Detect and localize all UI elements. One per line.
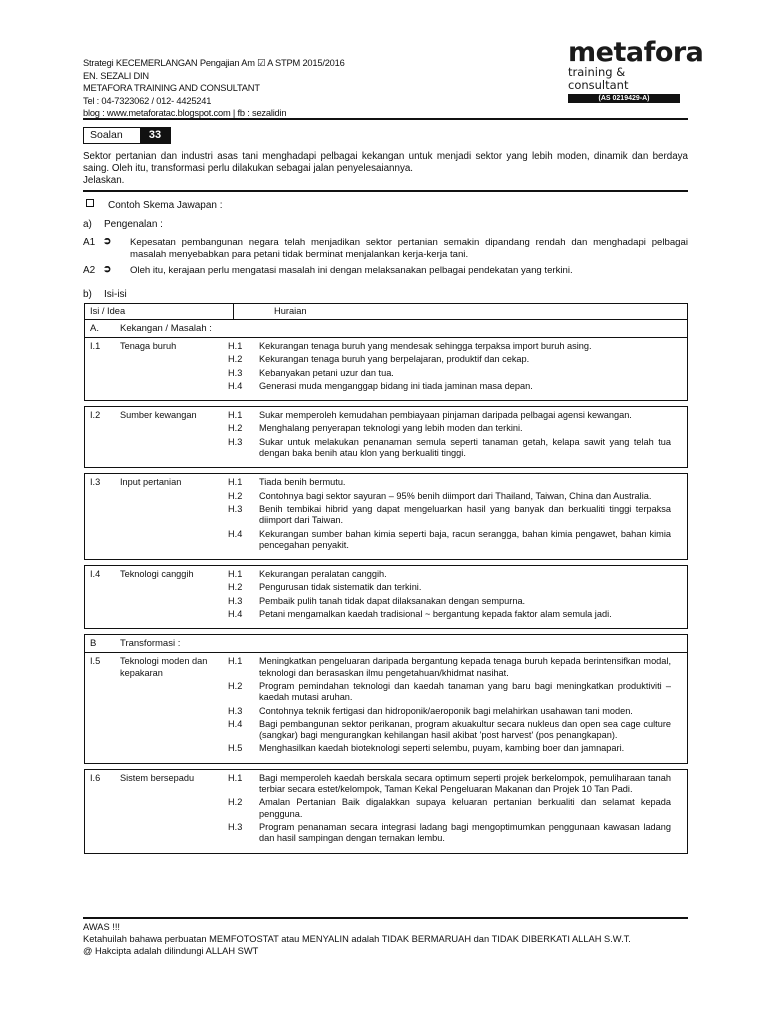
description-text: Generasi muda menganggap bidang ini tiada jaminan masa depan.: [259, 380, 533, 391]
description-code: H.2: [228, 582, 243, 593]
idea-code: I.4: [90, 569, 101, 580]
description-item: [228, 681, 671, 704]
question-body: Sektor pertanian dan industri asas tani menghadapi pelbagai kekangan untuk menjadi sektor yang lebih moden, dinamik dan berdaya saing. Oleh itu, transformasi perlu dilakukan sebagai jalan penyelesaiannya.: [83, 151, 688, 175]
description-code: H.1: [228, 477, 243, 488]
description-item: [228, 582, 671, 593]
arrow-right-icon: ➲: [103, 264, 112, 275]
idea-code: I.2: [90, 410, 101, 421]
description-code: H.2: [228, 423, 243, 434]
description-item: [228, 822, 671, 845]
description-code: H.4: [228, 718, 243, 729]
description-code: H.3: [228, 367, 243, 378]
table-section-a-row: [84, 320, 688, 337]
idea-code: I.3: [90, 477, 101, 488]
description-text: Sukar untuk melakukan penanaman semula seperti tanaman getah, kelapa sawit yang telah tua dengan baka benih atau klon yang berkualiti tinggi.: [259, 436, 671, 459]
answer-heading-text: Contoh Skema Jawapan :: [108, 200, 223, 211]
idea-descriptions: [228, 477, 687, 553]
idea-title: Sumber kewangan: [120, 410, 197, 421]
section-title: Transformasi :: [120, 638, 181, 650]
description-item: [228, 341, 671, 352]
document-header: [83, 57, 443, 120]
description-code: H.1: [228, 656, 243, 667]
section-title: Kekangan / Masalah :: [120, 323, 212, 334]
description-item: [228, 529, 671, 552]
logo-wordmark: metafora: [568, 37, 704, 68]
idea-descriptions: [228, 656, 687, 756]
description-code: H.1: [228, 772, 243, 783]
description-item: [228, 381, 671, 392]
description-item: [228, 719, 671, 742]
footer: [83, 921, 703, 957]
question-instruction: Jelaskan.: [83, 175, 125, 187]
description-item: [228, 354, 671, 365]
description-item: [228, 423, 671, 434]
section-b-heading: [83, 289, 127, 301]
idea-descriptions: [228, 773, 687, 847]
description-text: Bagi pembangunan sektor perikanan, program akuakultur secara nukleus dan open sea cage culture (sangkar) bagi mengurangkan kehilangan hasil akibat 'post harvest' (pos penangkapan).: [259, 718, 671, 741]
description-item: [228, 706, 671, 717]
table-row: [84, 565, 688, 629]
description-text: Menghalang penyerapan teknologi yang lebih moden dan terkini.: [259, 423, 523, 434]
intro-point-a1: [83, 237, 688, 261]
description-text: Benih tembikai hibrid yang dapat mengeluarkan hasil yang banyak dan berkualiti tinggi terpaksa diimport dari Taiwan.: [259, 503, 671, 526]
description-item: [228, 437, 671, 460]
description-item: [228, 504, 671, 527]
content-table: [84, 303, 688, 854]
description-text: Contohnya teknik fertigasi dan hidroponik/aeroponik bagi melahirkan usahawan tani moden.: [259, 705, 633, 716]
section-b-label: b): [83, 289, 92, 300]
description-text: Pembaik pulih tanah tidak dapat dilaksanakan dengan sempurna.: [259, 595, 526, 606]
description-text: Kekurangan sumber bahan kimia seperti baja, racun serangga, bahan kimia pengawet, bahan kimia pencegahan penyakit.: [259, 528, 671, 550]
description-text: Kekurangan peralatan canggih.: [259, 569, 387, 580]
question-number: 33: [140, 128, 170, 143]
question-label: Soalan: [90, 129, 123, 141]
description-code: H.2: [228, 680, 243, 691]
table-header-description: Huraian: [274, 306, 307, 316]
intro-point-a2: [83, 265, 688, 277]
description-code: H.4: [228, 528, 243, 539]
description-code: H.1: [228, 569, 243, 580]
description-text: Tiada benih bermutu.: [259, 477, 346, 488]
description-code: H.1: [228, 341, 243, 351]
description-code: H.4: [228, 380, 243, 391]
header-strategy-line: Strategi KECEMERLANGAN Pengajian Am ☑ A STPM 2015/2016: [83, 58, 345, 68]
description-text: Kekurangan tenaga buruh yang berpelajaran, produktif dan cekap.: [259, 354, 530, 365]
description-code: H.3: [228, 436, 243, 447]
description-item: [228, 596, 671, 607]
description-text: Pengurusan tidak sistematik dan terkini.: [259, 582, 422, 593]
description-text: Petani mengamalkan kaedah tradisional ~ bergantung kepada faktor alam semula jadi.: [259, 609, 612, 620]
description-text: Sukar memperoleh kemudahan pembiayaan pinjaman daripada pelbagai agensi kewangan.: [259, 410, 632, 421]
description-text: Meningkatkan pengeluaran daripada bergantung kepada tenaga buruh kepada berintensifkan modal, teknologi dan berasaskan ilmu pengetahuan/khidmat nasihat.: [259, 656, 671, 678]
description-code: H.4: [228, 609, 243, 620]
a1-text: Kepesatan pembangunan negara telah menjadikan sektor pertanian semakin dipandang rendah dan menghadapi pelbagai masalah menyebabkan para petani tidak berminat menjalankan kerja-kerja tani.: [130, 237, 688, 261]
description-code: H.1: [228, 410, 243, 421]
section-b-title: Isi-isi: [104, 289, 127, 300]
table-body: [84, 320, 688, 854]
question-number-box: [83, 127, 171, 144]
metafora-logo: [568, 37, 704, 103]
description-text: Program pemindahan teknologi dan kaedah tanaman yang baru bagi meningkatkan produktiviti – kaedah mutasi aruhan.: [259, 680, 671, 703]
header-author: EN. SEZALI DIN: [83, 70, 149, 81]
description-code: H.2: [228, 354, 243, 365]
table-header-row: [84, 303, 688, 320]
description-code: H.3: [228, 821, 243, 832]
description-code: H.2: [228, 490, 243, 501]
idea-descriptions: [228, 569, 687, 622]
description-item: [228, 609, 671, 620]
section-code: A.: [90, 323, 99, 334]
table-row: [84, 473, 688, 560]
section-code: B: [90, 638, 97, 650]
description-item: [228, 368, 671, 379]
description-item: [228, 569, 671, 580]
question-text: [83, 151, 688, 188]
idea-title: Sistem bersepadu: [120, 772, 195, 783]
a1-code: A1: [83, 237, 96, 248]
description-code: H.2: [228, 797, 243, 808]
table-header-idea: Isi / Idea: [85, 304, 234, 319]
idea-code: I.1: [90, 341, 101, 351]
description-item: [228, 656, 671, 679]
idea-descriptions: [228, 410, 687, 461]
footer-warning-text: Ketahuilah bahawa perbuatan MEMFOTOSTAT atau MENYALIN adalah TIDAK BERMARUAH dan TIDAK DIBERKATI ALLAH S.W.T.: [83, 934, 631, 944]
footer-divider: [83, 917, 688, 919]
idea-code: I.6: [90, 772, 101, 783]
idea-code: I.5: [90, 656, 101, 667]
idea-title: Teknologi moden dan kepakaran: [120, 656, 208, 678]
header-phone: Tel : 04-7323062 / 012- 4425241: [83, 95, 212, 106]
description-item: [228, 797, 671, 820]
idea-title: Input pertanian: [120, 477, 182, 488]
footer-warning-title: AWAS !!!: [83, 922, 121, 932]
arrow-right-icon: ➲: [103, 236, 112, 247]
logo-registration-badge: (AS 0219429-A): [568, 94, 680, 103]
logo-subtitle: training & consultant: [568, 65, 629, 92]
description-code: H.3: [228, 503, 243, 514]
table-row: [84, 652, 688, 763]
description-code: H.3: [228, 595, 243, 606]
description-item: [228, 477, 671, 488]
description-item: [228, 410, 671, 421]
question-divider: [83, 190, 688, 192]
checkbox-icon: [86, 199, 94, 207]
footer-copyright: @ Hakcipta adalah dilindungi ALLAH SWT: [83, 946, 259, 956]
header-blog: blog : www.metaforatac.blogspot.com | fb : sezalidin: [83, 108, 287, 119]
description-text: Menghasilkan kaedah bioteknologi seperti selembu, puyam, kambing boer dan jamnapari.: [259, 743, 625, 754]
description-text: Kebanyakan petani uzur dan tua.: [259, 367, 394, 378]
description-text: Contohnya bagi sektor sayuran – 95% benih diimport dari Thailand, Taiwan, China dan Australia.: [259, 490, 652, 501]
a2-code: A2: [83, 265, 96, 276]
description-text: Amalan Pertanian Baik digalakkan supaya keluaran pertanian berkualiti dan selamat kepada pengguna.: [259, 797, 671, 819]
section-a-heading: [83, 219, 163, 231]
table-row: [84, 337, 688, 401]
idea-title: Teknologi canggih: [120, 569, 194, 580]
header-divider: [83, 118, 688, 120]
description-text: Kekurangan tenaga buruh yang mendesak sehingga terpaksa import buruh asing.: [259, 341, 592, 351]
a2-text: Oleh itu, kerajaan perlu mengatasi masalah ini dengan melaksanakan pelbagai pendekatan yang terkini.: [130, 265, 573, 276]
description-code: H.3: [228, 705, 243, 716]
section-a-title: Pengenalan :: [104, 219, 163, 230]
table-section-b-row: [84, 634, 688, 652]
idea-descriptions: [228, 341, 687, 394]
description-item: [228, 743, 671, 754]
description-item: [228, 491, 671, 502]
header-company: METAFORA TRAINING AND CONSULTANT: [83, 83, 260, 94]
table-row: [84, 769, 688, 854]
idea-title: Tenaga buruh: [120, 341, 177, 351]
description-text: Bagi memperoleh kaedah berskala secara optimum seperti projek berkelompok, pemuliharaan tanah terbiar secara estet/kelompok, Taman Kekal Pengeluaran Makanan dan Projek 10 Tan Padi.: [259, 772, 671, 795]
section-a-label: a): [83, 219, 92, 230]
description-item: [228, 773, 671, 796]
description-code: H.5: [228, 743, 243, 754]
description-text: Program penanaman secara integrasi ladang bagi mengoptimumkan penggunaan kawasan ladang dan hasil sampingan dengan ternakan lembu.: [259, 821, 671, 844]
table-row: [84, 406, 688, 468]
answer-scheme-heading: [83, 199, 688, 212]
